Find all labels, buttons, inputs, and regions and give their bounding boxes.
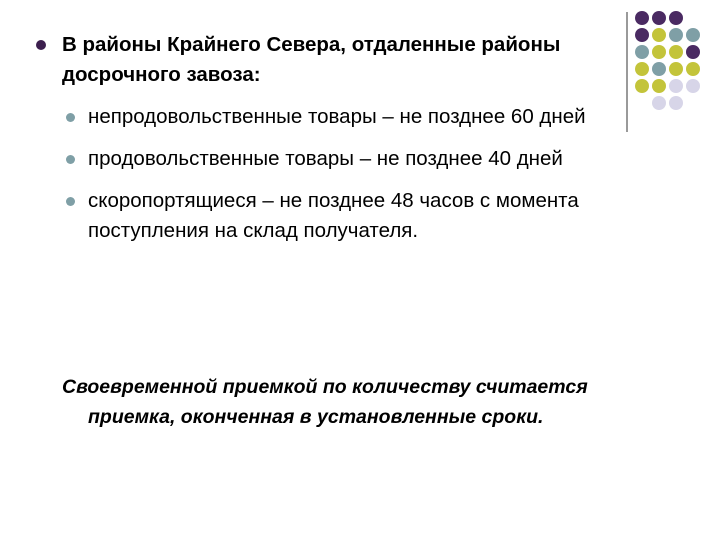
sub-bullet-3: [66, 186, 616, 246]
decorative-dot: [635, 11, 649, 25]
decorative-dot: [669, 28, 683, 42]
decorative-dot: [686, 45, 700, 59]
sub-bullet-text: скоропортящиеся – не позднее 48 часов с момента поступления на склад получателя.: [88, 189, 579, 242]
sub-bullet-2: [66, 144, 616, 174]
decorative-dot: [686, 79, 700, 93]
sub-bullet-text: продовольственные товары – не позднее 40 дней: [88, 147, 563, 170]
note-paragraph: Своевременной приемкой по количеству считается приемка, оконченная в установленные сроки.: [62, 376, 588, 428]
decorative-dot: [686, 62, 700, 76]
decorative-dot: [635, 62, 649, 76]
decorative-dot: [652, 45, 666, 59]
main-bullet: [36, 30, 616, 90]
decorative-dot: [686, 28, 700, 42]
decorative-dot: [652, 62, 666, 76]
decorative-dot: [652, 28, 666, 42]
sub-bullet-marker-icon: [66, 197, 75, 206]
main-bullet-text: В районы Крайнего Севера, отдаленные районы досрочного завоза:: [62, 33, 561, 86]
decorative-dot: [669, 96, 683, 110]
decorative-dot: [669, 79, 683, 93]
slide-content: [36, 30, 616, 246]
decorative-dot: [635, 28, 649, 42]
decorative-dot: [635, 45, 649, 59]
sub-bullet-text: непродовольственные товары – не позднее 60 дней: [88, 105, 586, 128]
sub-bullet-1: [66, 102, 616, 132]
decorative-dot: [652, 11, 666, 25]
decorative-dot: [652, 96, 666, 110]
decorative-dot: [669, 45, 683, 59]
decorative-dot: [669, 11, 683, 25]
decorative-dot: [635, 79, 649, 93]
sub-bullet-marker-icon: [66, 155, 75, 164]
decorative-divider-line: [626, 12, 628, 132]
decorative-dot: [652, 79, 666, 93]
bullet-marker-icon: [36, 40, 46, 50]
decorative-dot: [669, 62, 683, 76]
sub-bullet-marker-icon: [66, 113, 75, 122]
